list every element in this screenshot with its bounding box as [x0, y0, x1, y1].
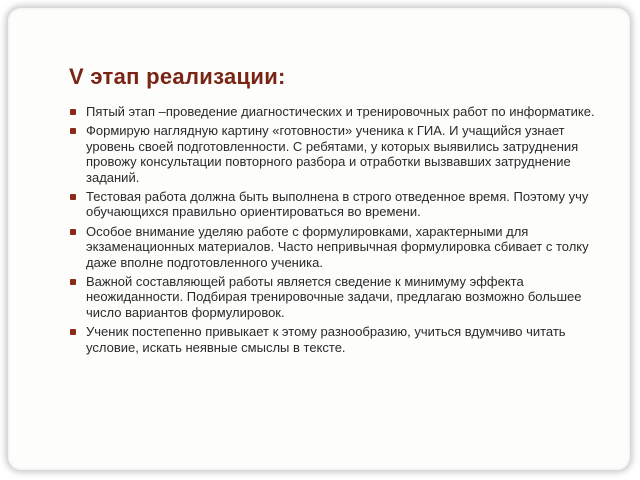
bullet-square-icon: [70, 229, 76, 235]
bullet-item: [70, 324, 610, 355]
bullet-item: [70, 274, 610, 320]
bullet-text: Пятый этап –проведение диагностических и тренировочных работ по информатике.: [86, 104, 595, 119]
bullet-text: Ученик постепенно привыкает к этому разнообразию, учиться вдумчиво читать условие, искать неявные смыслы в тексте.: [86, 324, 566, 355]
bullet-square-icon: [70, 194, 76, 200]
bullet-item: [70, 123, 610, 185]
slide-title: V этап реализации:: [69, 64, 286, 89]
bullet-item: [70, 104, 610, 119]
bullet-text: Особое внимание уделяю работе с формулировками, характерными для экзаменационных материалов. Часто непривычная формулировка сбивает с толку даже вполне подготовленного ученика.: [86, 223, 589, 270]
bullet-list: [70, 104, 610, 359]
bullet-text: Формирую наглядную картину «готовности» ученика к ГИА. И учащийся узнает уровень своей подготовленности. С ребятами, у которых выявились затруднения провожу консультации повторного разбора и отработки вызвавших затруднение заданий.: [86, 123, 579, 185]
bullet-square-icon: [70, 329, 76, 335]
bullet-text: Важной составляющей работы является сведение к минимуму эффекта неожиданности. Подбирая тренировочные задачи, предлагаю возможно большее число вариантов формулировок.: [86, 274, 582, 320]
bullet-item: [70, 189, 610, 220]
bullet-text: Тестовая работа должна быть выполнена в строго отведенное время. Поэтому учу обучающихся правильно ориентироваться во времени.: [86, 189, 589, 220]
bullet-item: [70, 224, 610, 270]
bullet-square-icon: [70, 279, 76, 285]
bullet-square-icon: [70, 109, 76, 115]
bullet-square-icon: [70, 128, 76, 134]
